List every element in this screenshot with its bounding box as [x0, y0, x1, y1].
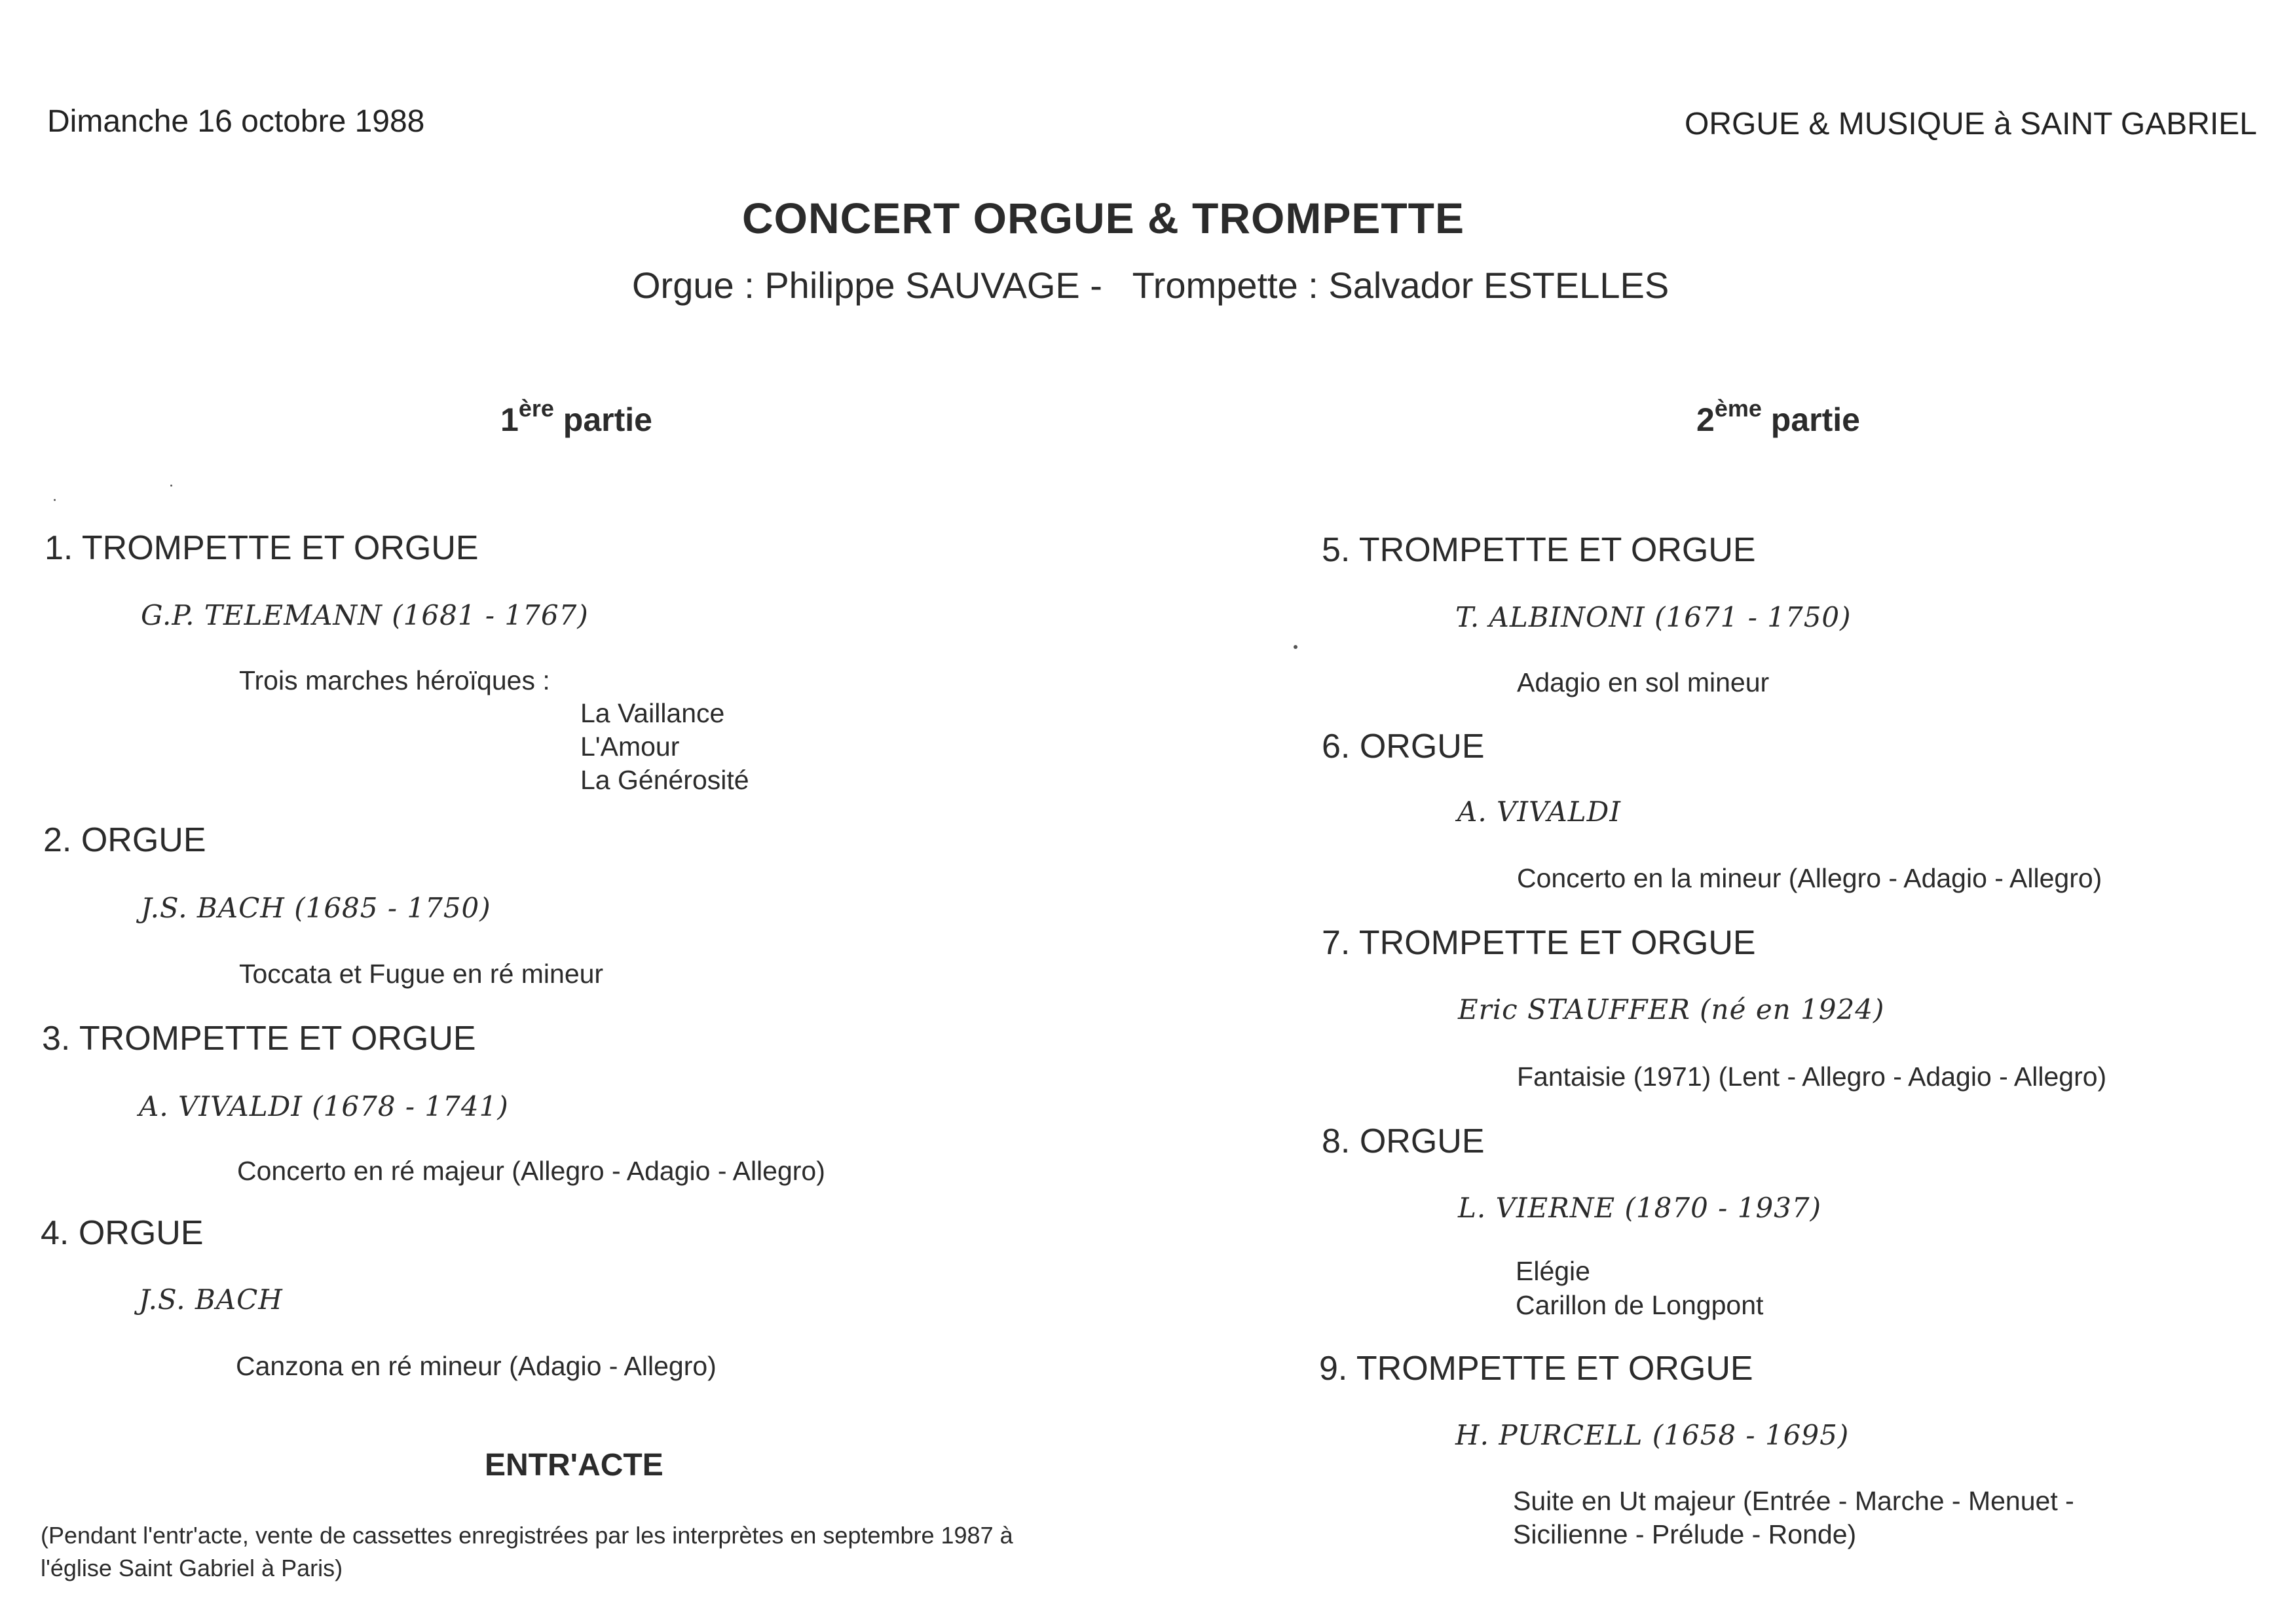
composer: A. VIVALDI — [1457, 796, 1621, 828]
work-title: Concerto en ré majeur (Allegro - Adagio - Allegro) — [237, 1156, 825, 1186]
work-movement: L'Amour — [580, 731, 680, 762]
program-section: 1. TROMPETTE ET ORGUE — [45, 529, 479, 567]
work-title: Elégie — [1516, 1256, 1590, 1286]
scan-speck — [54, 499, 56, 501]
composer: J.S. BACH (1685 - 1750) — [141, 892, 491, 924]
composer: A. VIVALDI (1678 - 1741) — [139, 1090, 509, 1122]
composer: H. PURCELL (1658 - 1695) — [1455, 1419, 1850, 1451]
program-section: 3. TROMPETTE ET ORGUE — [42, 1020, 476, 1058]
program-section: 2. ORGUE — [43, 821, 206, 859]
program-section: 6. ORGUE — [1322, 728, 1485, 766]
work-title: Toccata et Fugue en ré mineur — [239, 959, 604, 989]
scan-speck — [1294, 645, 1297, 649]
work-title: Canzona en ré mineur (Adagio - Allegro) — [236, 1351, 717, 1381]
work-title: Concerto en la mineur (Allegro - Adagio - Allegro) — [1517, 863, 2102, 893]
program-section: 7. TROMPETTE ET ORGUE — [1322, 924, 1756, 962]
scan-speck — [170, 485, 172, 487]
organizer-name: ORGUE & MUSIQUE à SAINT GABRIEL — [1685, 107, 2257, 141]
composer: Eric STAUFFER (né en 1924) — [1458, 993, 1885, 1025]
program-section: 8. ORGUE — [1322, 1122, 1485, 1160]
composer: T. ALBINONI (1671 - 1750) — [1455, 601, 1852, 633]
program-section: 9. TROMPETTE ET ORGUE — [1319, 1350, 1753, 1388]
composer: G.P. TELEMANN (1681 - 1767) — [141, 599, 589, 631]
work-movement: La Générosité — [580, 765, 749, 795]
work-title: Trois marches héroïques : — [239, 665, 550, 695]
part1-heading: 1ère partie — [500, 395, 652, 438]
performers-subtitle: Orgue : Philippe SAUVAGE - Trompette : Salvador ESTELLES — [632, 265, 1670, 306]
page-title: CONCERT ORGUE & TROMPETTE — [742, 194, 1465, 242]
work-movement: La Vaillance — [580, 698, 725, 728]
work-title: Carillon de Longpont — [1516, 1290, 1764, 1320]
composer: L. VIERNE (1870 - 1937) — [1458, 1192, 1821, 1224]
work-title: Sicilienne - Prélude - Ronde) — [1513, 1519, 1857, 1549]
entracte-heading: ENTR'ACTE — [485, 1448, 663, 1483]
program-section: 4. ORGUE — [41, 1214, 204, 1252]
composer: J.S. BACH — [139, 1283, 283, 1316]
entracte-note: (Pendant l'entr'acte, vente de cassettes enregistrées par les interprètes en septembre 1987 à l'église Saint Gabriel à Paris) — [41, 1522, 1013, 1581]
work-title: Fantaisie (1971) (Lent - Allegro - Adagio - Allegro) — [1517, 1061, 2107, 1092]
work-title: Adagio en sol mineur — [1517, 667, 1770, 697]
work-title: Suite en Ut majeur (Entrée - Marche - Menuet - — [1513, 1486, 2074, 1516]
program-section: 5. TROMPETTE ET ORGUE — [1322, 531, 1756, 569]
part2-heading: 2ème partie — [1696, 395, 1860, 438]
concert-date: Dimanche 16 octobre 1988 — [47, 104, 425, 139]
